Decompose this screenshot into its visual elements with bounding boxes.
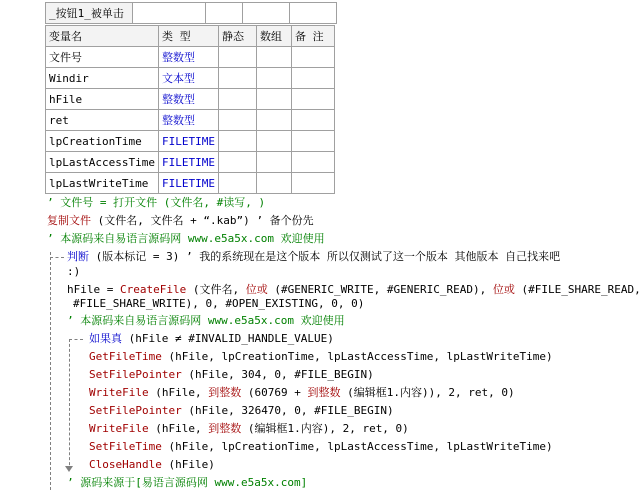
variable-row[interactable] [46,89,335,110]
variable-table-header [46,26,335,47]
var-name[interactable]: lpLastAccessTime [46,152,159,173]
var-type[interactable]: FILETIME [158,131,218,152]
if-true-condition: (hFile ≠ #INVALID_HANDLE_VALUE) [122,332,334,345]
var-name[interactable]: hFile [46,89,159,110]
var-note[interactable] [291,47,334,68]
var-static[interactable] [218,173,256,194]
code-line-commented-open[interactable]: ’ 文件号 = 打开文件 (文件名, #读写, ) [47,196,266,209]
sub-cell-2 [206,3,243,24]
var-name[interactable]: ret [46,110,159,131]
var-note[interactable] [291,173,334,194]
code-comment-source[interactable]: ’ 本源码来自易语言源码网 www.e5a5x.com 欢迎使用 [47,232,325,245]
code-line-setfilepointer-2[interactable] [89,402,394,420]
flow-tick-judge [50,257,64,258]
var-static[interactable] [218,89,256,110]
col-note-header: 备 注 [291,26,334,47]
toint-func-1: 到整数 [208,386,242,399]
closehandle-func: CloseHandle [89,458,162,471]
code-line-setfiletime[interactable] [89,438,553,456]
createfile-args-2: (#GENERIC_WRITE, #GENERIC_READ), [267,283,493,296]
code-line-writefile-1[interactable] [89,384,515,402]
col-name-header: 变量名 [46,26,159,47]
var-array[interactable] [256,68,291,89]
sub-cell-3 [243,3,290,24]
var-name[interactable]: lpLastWriteTime [46,173,159,194]
code-line-if-true[interactable] [89,330,334,348]
copy-file-command: 复制文件 [47,214,91,227]
setfilepointer-func: SetFilePointer [89,368,182,381]
var-type[interactable]: FILETIME [158,173,218,194]
code-comment-source-2[interactable]: ’ 本源码来自易语言源码网 www.e5a5x.com 欢迎使用 [67,314,345,327]
flow-tick-ifcond [69,339,83,340]
variable-row[interactable] [46,131,335,152]
flow-line-judge [50,252,51,490]
writefile-func: WriteFile [89,386,149,399]
sub-header-table [45,2,337,24]
variable-row[interactable] [46,47,335,68]
setfiletime-args: (hFile, lpCreationTime, lpLastAccessTime, lpLastWriteTime) [161,440,553,453]
assign-target: hFile = [67,283,120,296]
code-line-setfilepointer-1[interactable] [89,366,374,384]
judge-keyword: 判断 [67,250,89,263]
writefile-args-3: (编辑框1.内容)), 2, ret, 0) [340,386,515,399]
if-true-keyword: 如果真 [89,332,122,345]
var-static[interactable] [218,152,256,173]
bitor-func-1: 位或 [245,283,268,296]
var-name[interactable]: Windir [46,68,159,89]
closehandle-args: (hFile) [161,458,215,471]
var-type[interactable]: FILETIME [158,152,218,173]
toint-func: 到整数 [208,422,242,435]
writefile-args-1: (hFile, [148,422,209,435]
writefile-args-2: (60769 + [241,386,308,399]
variable-row[interactable] [46,68,335,89]
var-note[interactable] [291,89,334,110]
variable-row[interactable] [46,152,335,173]
judge-condition: (版本标记 = 3) ’ 我的系统现在是这个版本 所以仅测试了这一个版本 其他版本 自己找来吧 [89,250,561,263]
sub-cell-1 [133,3,206,24]
setfilepointer-args: (hFile, 326470, 0, #FILE_BEGIN) [181,404,394,417]
var-static[interactable] [218,131,256,152]
copy-file-args: (文件名, 文件名 + “.kab”) ’ 备个份先 [91,214,314,227]
var-type[interactable]: 整数型 [158,47,218,68]
var-array[interactable] [256,110,291,131]
writefile-func: WriteFile [89,422,149,435]
code-line-closehandle[interactable] [89,456,215,474]
var-static[interactable] [218,68,256,89]
var-array[interactable] [256,47,291,68]
writefile-args-2: (编辑框1.内容), 2, ret, 0) [241,422,409,435]
bitor-func-2: 位或 [492,283,515,296]
var-array[interactable] [256,131,291,152]
var-type[interactable]: 整数型 [158,110,218,131]
sub-name[interactable]: _按钮1_被单击 [46,3,133,24]
getfiletime-args: (hFile, lpCreationTime, lpLastAccessTime, lpLastWriteTime) [161,350,553,363]
setfiletime-func: SetFileTime [89,440,162,453]
createfile-func: CreateFile [119,283,187,296]
var-note[interactable] [291,68,334,89]
code-line-getfiletime[interactable] [89,348,553,366]
createfile-args-3: (#FILE_SHARE_READ, [514,283,641,296]
writefile-args-1: (hFile, [148,386,209,399]
code-line-copy-file[interactable] [47,212,314,230]
code-line-createfile-cont: #FILE_SHARE_WRITE), 0, #OPEN_EXISTING, 0, 0) [73,297,365,310]
getfiletime-func: GetFileTime [89,350,162,363]
col-static-header: 静态 [218,26,256,47]
flow-arrow-icon [65,466,73,472]
variable-table [45,25,335,194]
setfilepointer-args: (hFile, 304, 0, #FILE_BEGIN) [181,368,374,381]
col-array-header: 数组 [256,26,291,47]
var-array[interactable] [256,89,291,110]
toint-func-2: 到整数 [307,386,341,399]
var-note[interactable] [291,152,334,173]
col-type-header: 类 型 [158,26,218,47]
createfile-args-1: (文件名, [186,283,246,296]
var-type[interactable]: 整数型 [158,89,218,110]
var-static[interactable] [218,47,256,68]
code-line-writefile-2[interactable] [89,420,409,438]
code-comment-source-3[interactable]: ’ 源码来源于[易语言源码网 www.e5a5x.com] [67,476,308,489]
code-line-judge[interactable] [67,248,560,266]
flow-line-ifcond [69,339,70,470]
var-static[interactable] [218,110,256,131]
variable-row[interactable] [46,173,335,194]
code-line-judge-cont: :) [67,265,81,278]
var-array[interactable] [256,173,291,194]
var-name[interactable]: lpCreationTime [46,131,159,152]
var-name[interactable]: 文件号 [46,47,159,68]
var-note[interactable] [291,131,334,152]
var-note[interactable] [291,110,334,131]
variable-row[interactable] [46,110,335,131]
setfilepointer-func: SetFilePointer [89,404,182,417]
sub-cell-4 [290,3,337,24]
var-type[interactable]: 文本型 [158,68,218,89]
var-array[interactable] [256,152,291,173]
